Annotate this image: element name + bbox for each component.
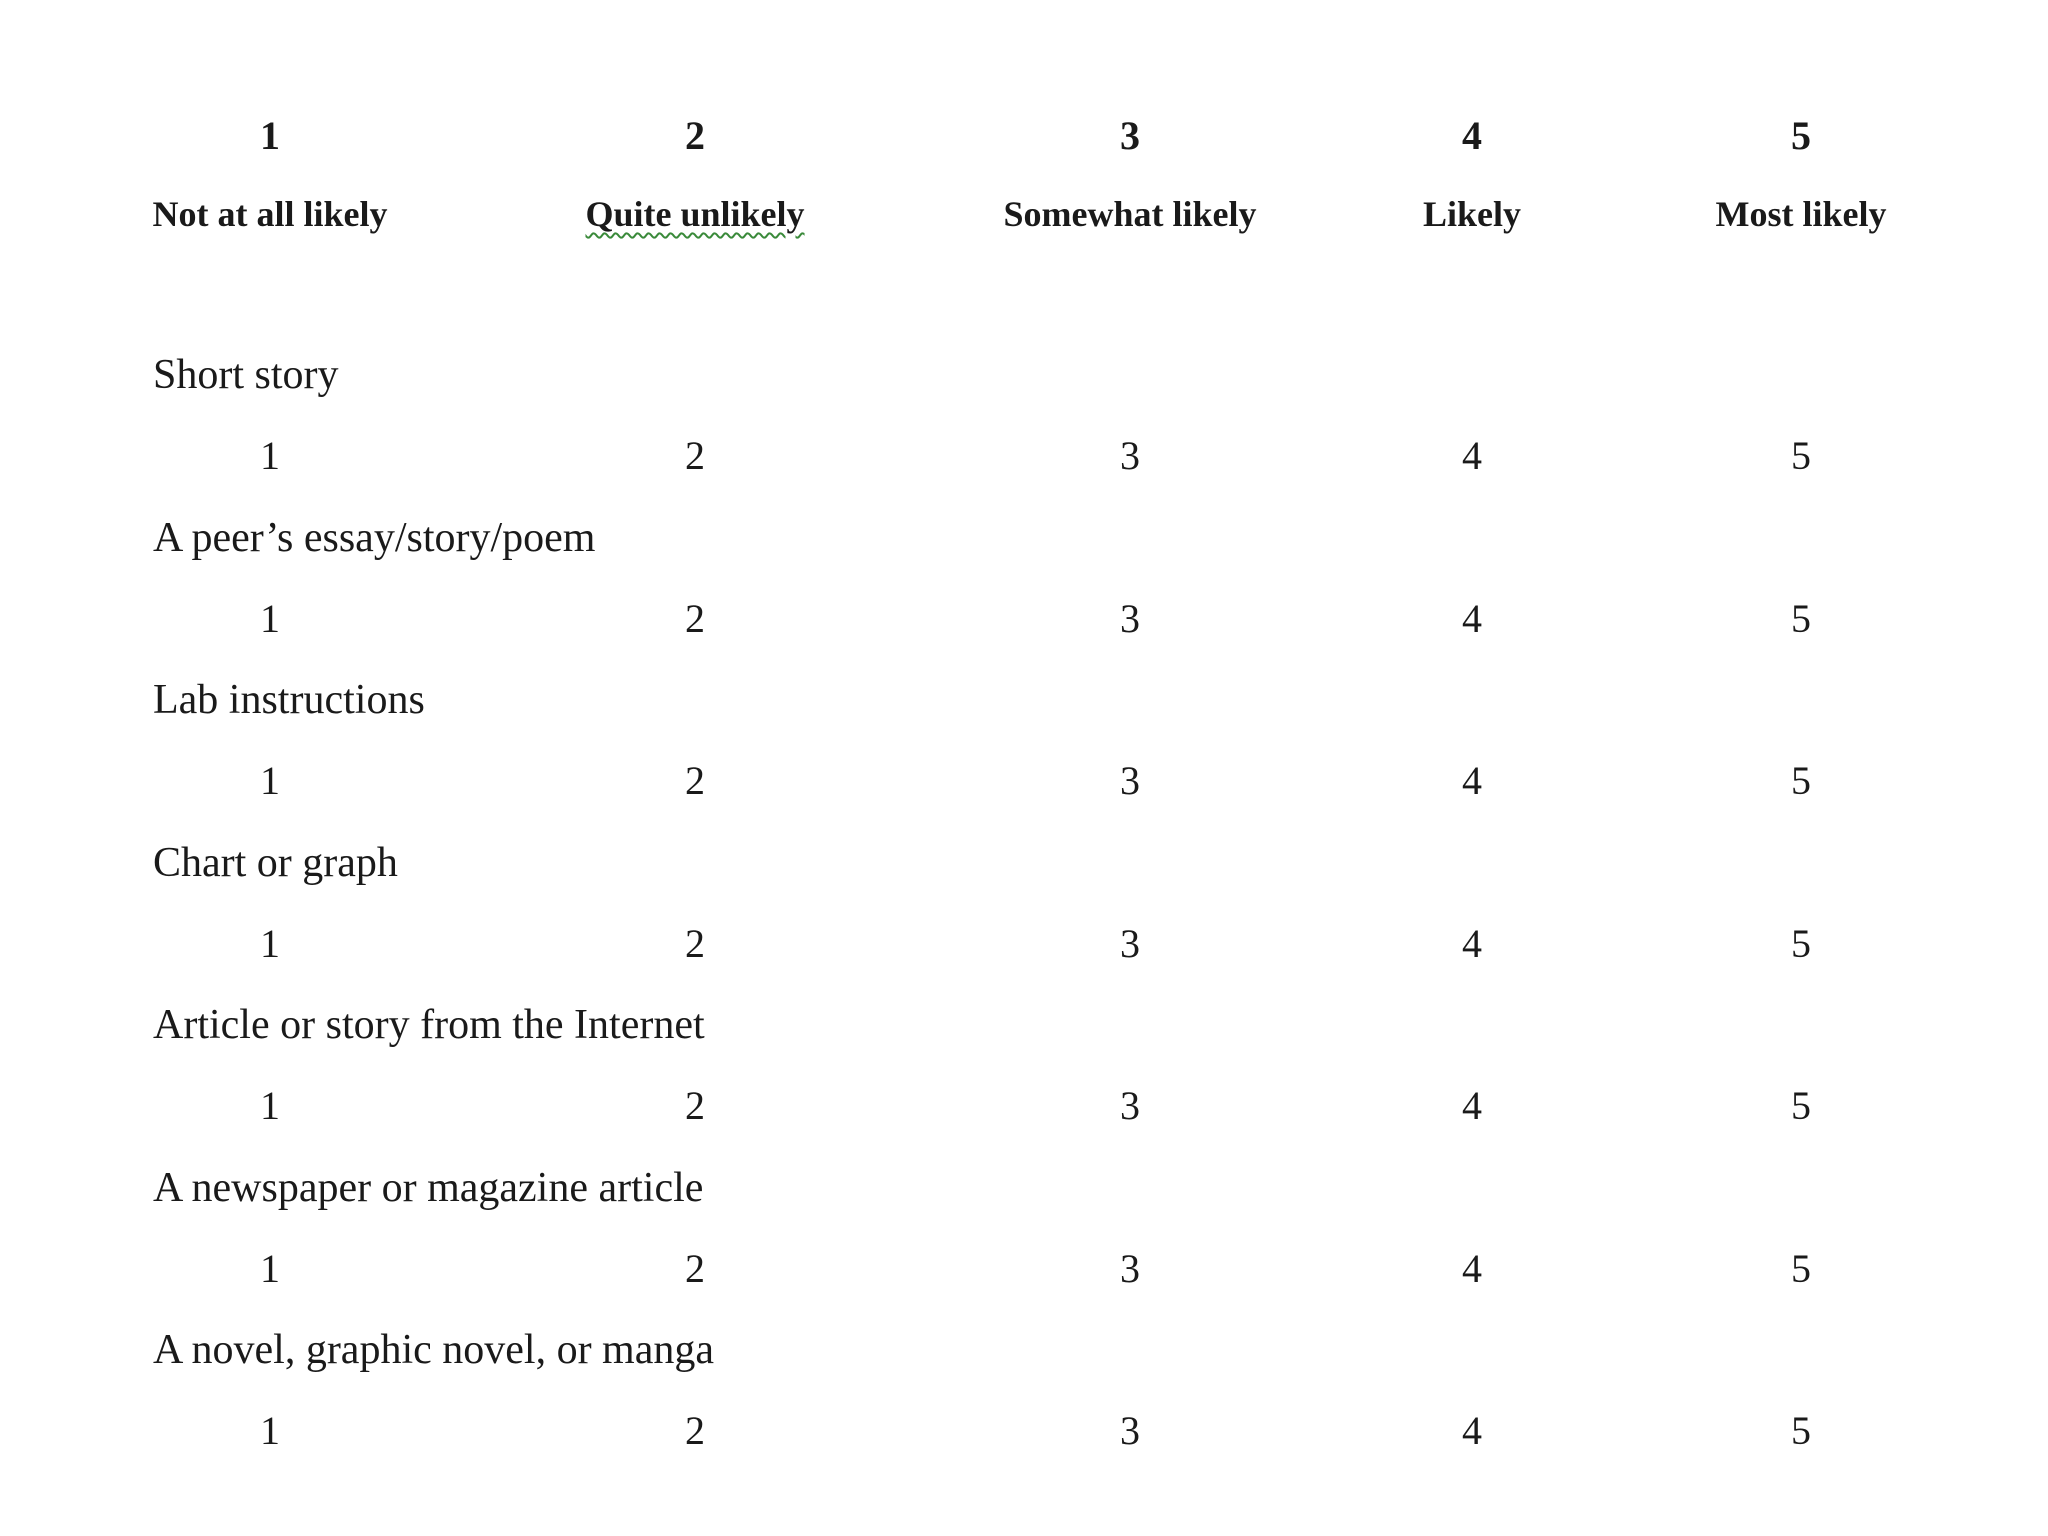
rating-option-5[interactable]: 5 [1791, 1246, 1811, 1291]
rating-option-1[interactable]: 1 [260, 758, 280, 803]
rating-option-4[interactable]: 4 [1462, 1408, 1482, 1453]
item-label: Lab instructions [153, 677, 425, 723]
rating-option-4[interactable]: 4 [1462, 433, 1482, 478]
scale-label-3: Somewhat likely [1003, 194, 1257, 234]
rating-option-1[interactable]: 1 [260, 921, 280, 966]
rating-option-5[interactable]: 5 [1791, 1083, 1811, 1128]
scale-number-1: 1 [260, 113, 280, 158]
item-label: Short story [153, 352, 339, 398]
rating-option-2[interactable]: 2 [685, 1246, 705, 1291]
rating-option-1[interactable]: 1 [260, 433, 280, 478]
item-label: Article or story from the Internet [153, 1002, 705, 1048]
rating-option-3[interactable]: 3 [1120, 921, 1140, 966]
rating-option-4[interactable]: 4 [1462, 921, 1482, 966]
rating-option-1[interactable]: 1 [260, 1246, 280, 1291]
rating-option-3[interactable]: 3 [1120, 596, 1140, 641]
rating-option-5[interactable]: 5 [1791, 921, 1811, 966]
survey-item [0, 679, 2048, 849]
rating-option-2[interactable]: 2 [685, 596, 705, 641]
item-label: Chart or graph [153, 840, 398, 886]
rating-option-1[interactable]: 1 [260, 596, 280, 641]
scale-number-4: 4 [1462, 113, 1482, 158]
survey-item [0, 842, 2048, 1012]
rating-option-3[interactable]: 3 [1120, 1408, 1140, 1453]
rating-option-3[interactable]: 3 [1120, 758, 1140, 803]
rating-option-3[interactable]: 3 [1120, 1246, 1140, 1291]
scale-number-2: 2 [685, 113, 705, 158]
rating-option-3[interactable]: 3 [1120, 433, 1140, 478]
survey-item [0, 354, 2048, 524]
scale-number-3: 3 [1120, 113, 1140, 158]
item-label: A newspaper or magazine article [153, 1165, 704, 1211]
survey-item [0, 1004, 2048, 1174]
rating-option-2[interactable]: 2 [685, 1083, 705, 1128]
scale-label-4: Likely [1422, 194, 1522, 234]
rating-option-2[interactable]: 2 [685, 758, 705, 803]
rating-option-2[interactable]: 2 [685, 1408, 705, 1453]
survey-item [0, 1329, 2048, 1489]
survey-item [0, 1167, 2048, 1337]
rating-option-1[interactable]: 1 [260, 1408, 280, 1453]
scale-number-5: 5 [1791, 113, 1811, 158]
rating-option-5[interactable]: 5 [1791, 1408, 1811, 1453]
rating-option-5[interactable]: 5 [1791, 433, 1811, 478]
scale-label-5: Most likely [1715, 194, 1887, 234]
rating-option-4[interactable]: 4 [1462, 596, 1482, 641]
item-label: A novel, graphic novel, or manga [153, 1327, 715, 1373]
rating-option-1[interactable]: 1 [260, 1083, 280, 1128]
survey-item [0, 517, 2048, 687]
rating-option-4[interactable]: 4 [1462, 758, 1482, 803]
rating-option-5[interactable]: 5 [1791, 758, 1811, 803]
item-label: A peer’s essay/story/poem [153, 515, 596, 561]
rating-option-4[interactable]: 4 [1462, 1083, 1482, 1128]
scale-label-2: Quite unlikely [585, 194, 805, 234]
rating-option-2[interactable]: 2 [685, 921, 705, 966]
rating-option-5[interactable]: 5 [1791, 596, 1811, 641]
scale-label-1: Not at all likely [152, 194, 388, 234]
rating-option-3[interactable]: 3 [1120, 1083, 1140, 1128]
rating-option-4[interactable]: 4 [1462, 1246, 1482, 1291]
rating-option-2[interactable]: 2 [685, 433, 705, 478]
